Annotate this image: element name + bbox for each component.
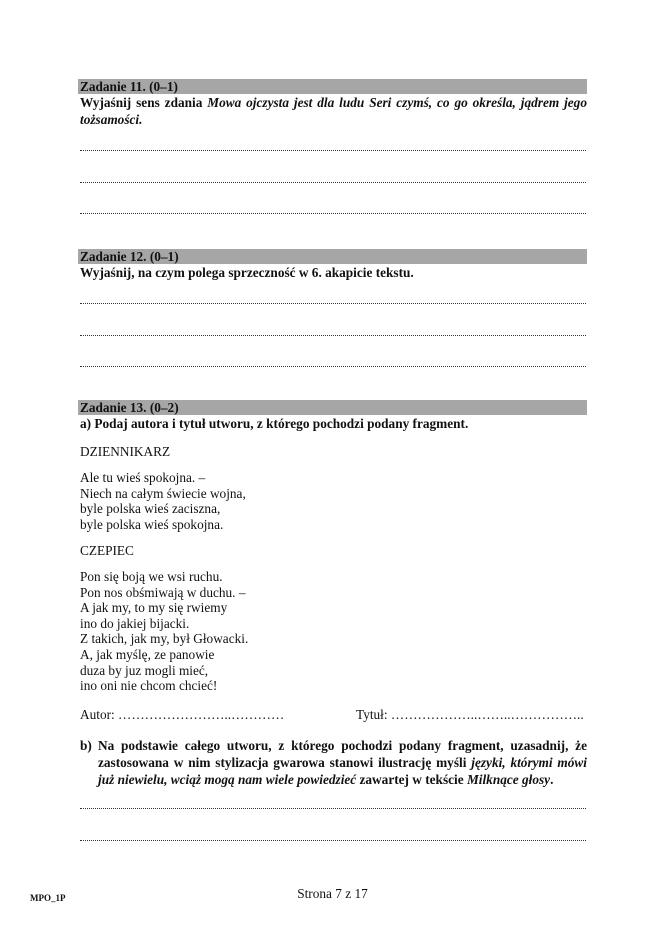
answer-line[interactable] [80, 840, 586, 841]
exam-code: MPO_1P [30, 893, 66, 903]
text-title: Milknące głosy [466, 772, 551, 787]
answer-line[interactable] [80, 182, 586, 183]
question-text: . [550, 772, 554, 787]
verse-line: ino do jakiej bijacki. [80, 615, 190, 631]
question-text: zawartej w tekście [356, 772, 467, 787]
verse-line: ino oni nie chcom chcieć! [80, 678, 218, 694]
verse-2 [80, 569, 248, 694]
task-12-question: Wyjaśnij, na czym polega sprzeczność w 6. akapicie tekstu. [80, 265, 414, 280]
verse-line: A jak my, to my się rwiemy [80, 600, 228, 616]
speaker-czepiec: CZEPIEC [80, 543, 134, 558]
question-quote: języki, którymi mówi już niewielu, wciąż mogą nam wiele powiedzieć [98, 755, 587, 787]
verse-line: Z takich, jak my, był Głowacki. [80, 631, 249, 647]
question-text: Wyjaśnij sens zdania [80, 95, 208, 110]
answer-line[interactable] [80, 366, 586, 367]
answer-line[interactable] [80, 150, 586, 151]
verse-line: byle polska wieś spokojna. [80, 516, 224, 532]
question-text: Na podstawie całego utworu, z którego pochodzi podany fragment, uzasadnij, że zastosowana w nim stylizacja gwarowa stanowi ilustrację myśli [98, 738, 587, 770]
verse-line: Ale tu wieś spokojna. – [80, 470, 206, 485]
speaker-dziennikarz: DZIENNIKARZ [80, 444, 171, 459]
verse-line: byle polska wieś zaciszna, [80, 501, 221, 517]
answer-line[interactable] [80, 213, 586, 214]
verse-line: A, jak myślę, ze panowie [80, 646, 215, 662]
verse-line: Pon nos obśmiwają w duchu. – [80, 584, 246, 600]
question-quote: Mowa ojczysta jest dla ludu Seri czymś, co go określa, jądrem jego tożsamości. [80, 95, 587, 127]
answer-line[interactable] [80, 303, 586, 304]
page-number: Strona 7 z 17 [297, 886, 368, 901]
task-13-header: Zadanie 13. (0–2) [78, 400, 587, 415]
answer-line[interactable] [80, 808, 586, 809]
task-12-header: Zadanie 12. (0–1) [78, 249, 587, 264]
verse-line: Niech na całym świecie wojna, [80, 485, 246, 501]
author-answer-field[interactable]: Autor: ……………………..………… [80, 707, 285, 722]
task-13a-question: a) Podaj autora i tytuł utworu, z którego pochodzi podany fragment. [80, 416, 469, 431]
task-11-question [80, 94, 587, 128]
task-13b-question [80, 737, 587, 788]
title-answer-field[interactable]: Tytuł: ………………..……..…………….. [356, 707, 584, 722]
part-label: b) [80, 738, 92, 753]
task-11-header: Zadanie 11. (0–1) [78, 79, 587, 94]
verse-1 [80, 470, 246, 532]
verse-line: duza by juz mogli mieć, [80, 662, 209, 678]
answer-line[interactable] [80, 335, 586, 336]
verse-line: Pon się boją we wsi ruchu. [80, 569, 223, 584]
